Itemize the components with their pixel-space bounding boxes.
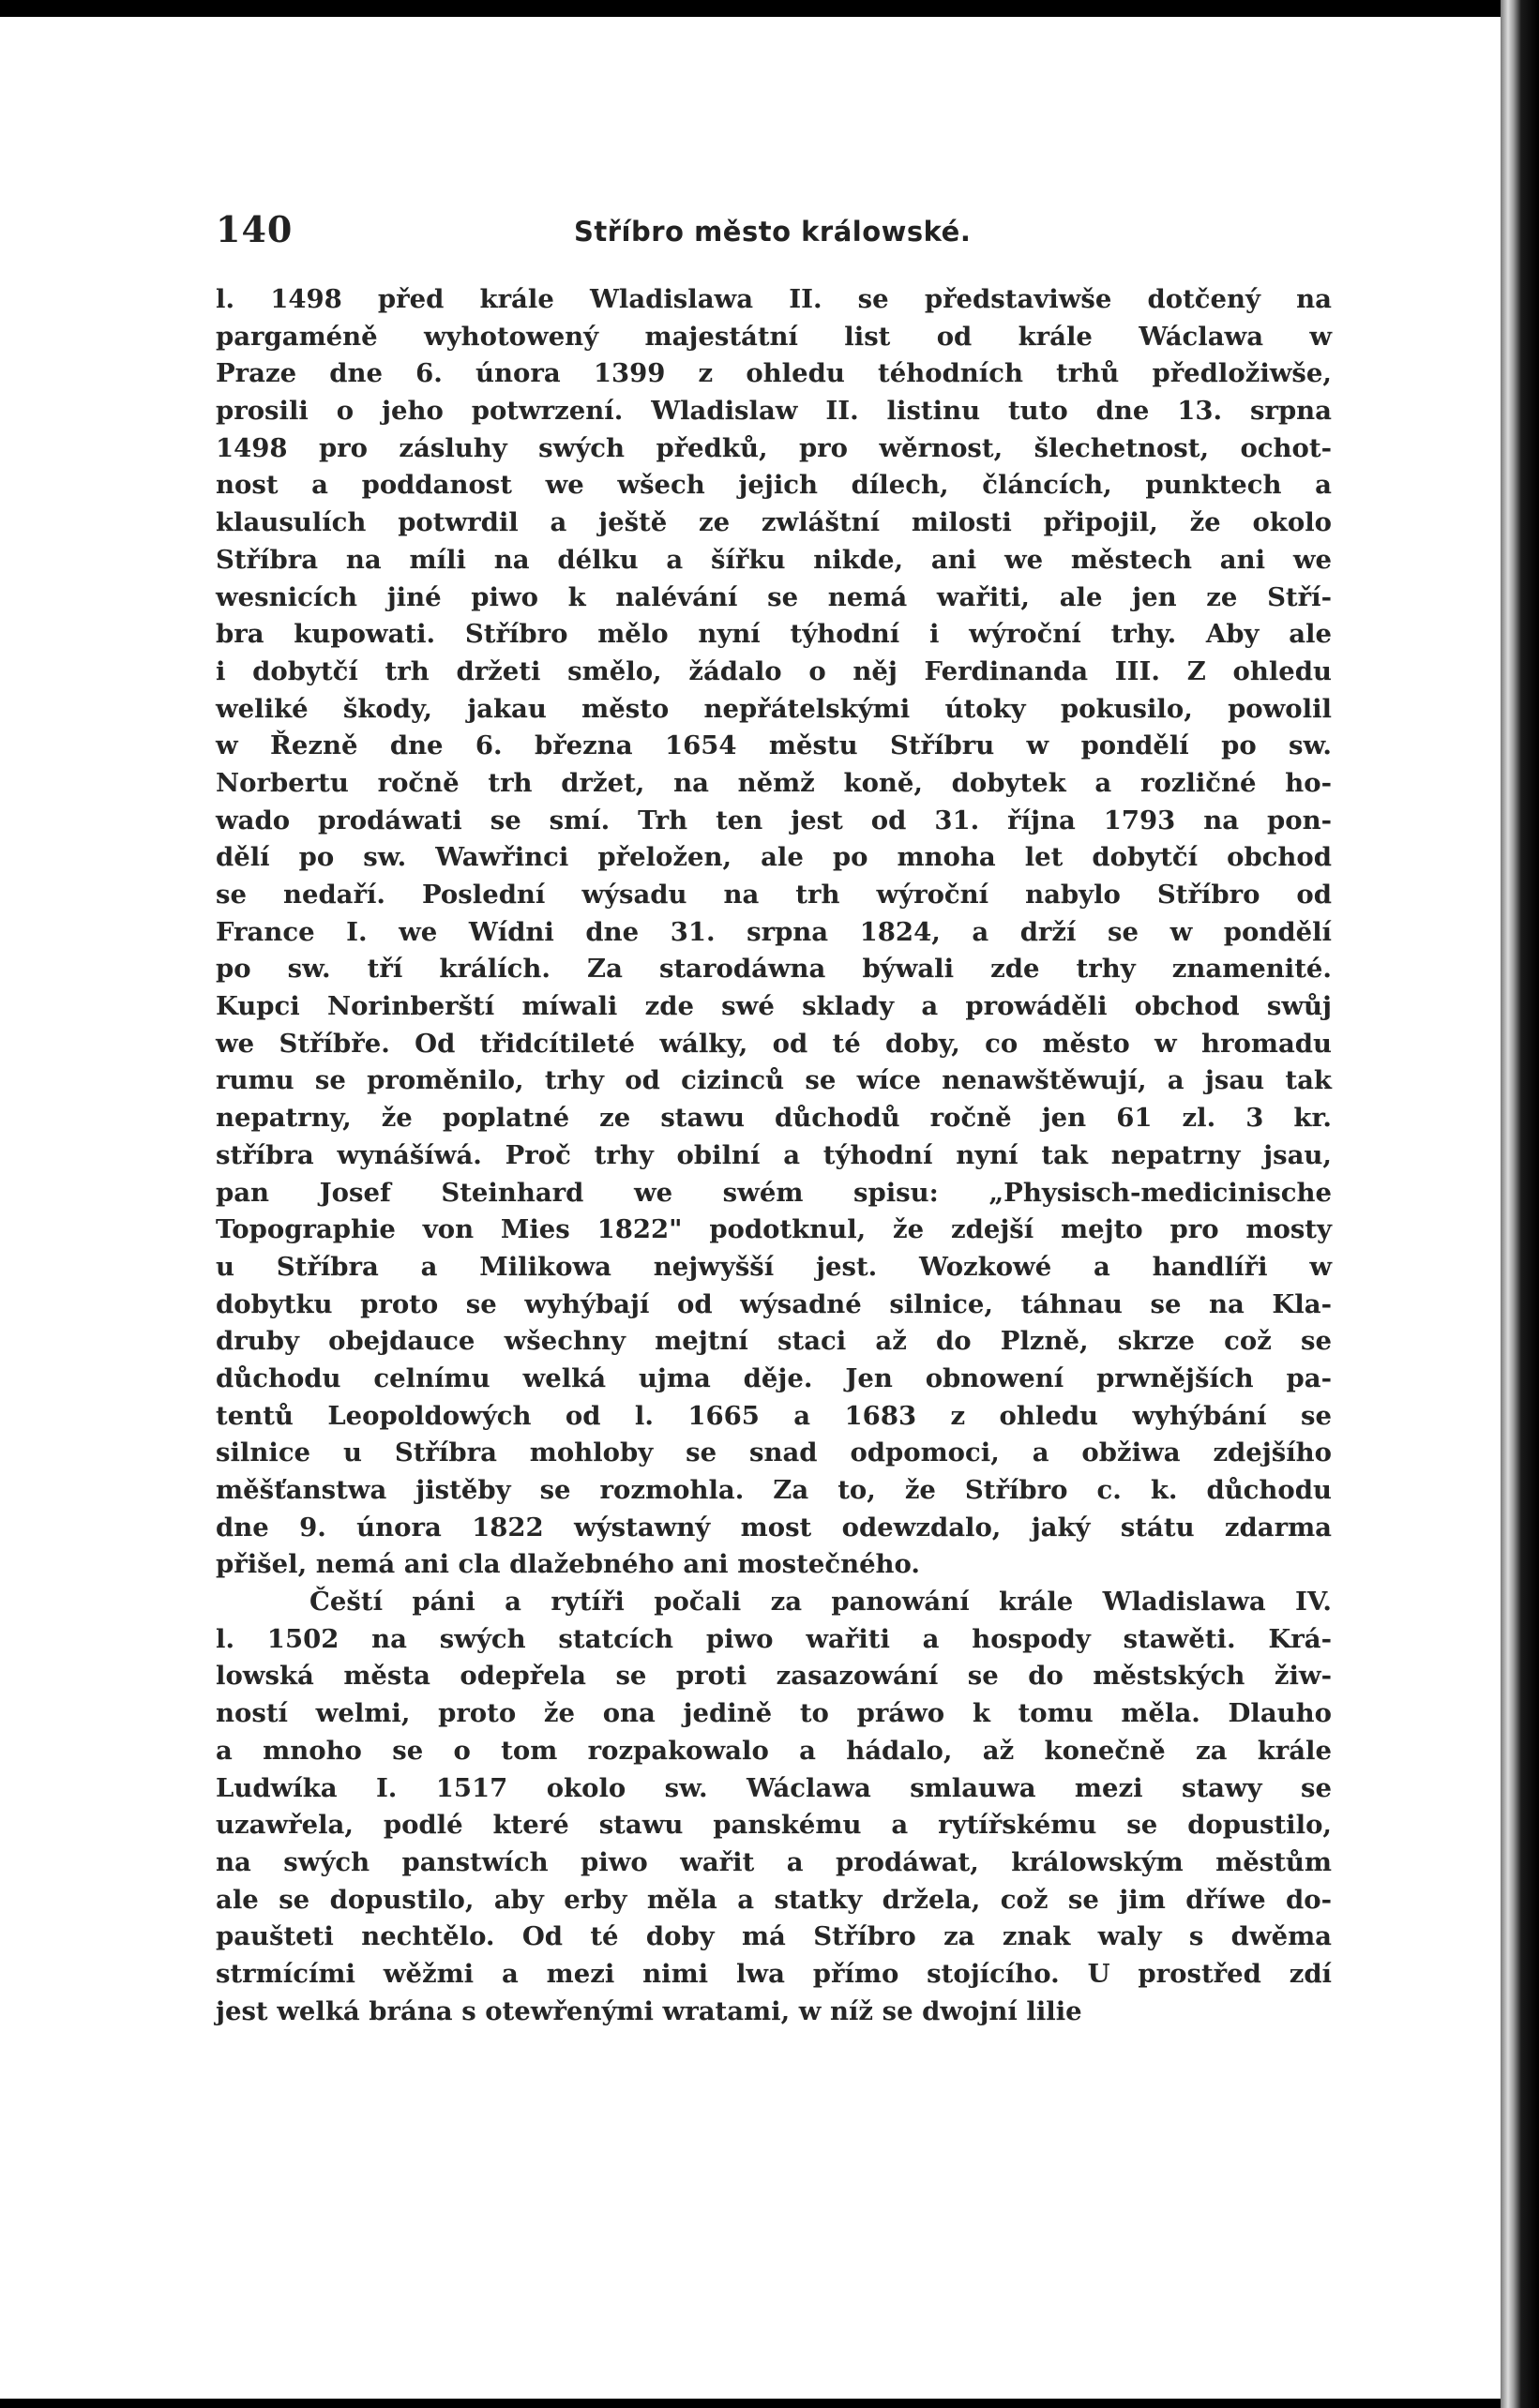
text-line: silnice u Stříbra mohloby se snad odpomoci, a obžiwa zdejšího <box>216 1437 1332 1468</box>
text-line: nost a poddanost we wšech jejich dílech, článcích, punktech a <box>216 470 1332 501</box>
text-line: 1498 pro zásluhy swých předků, pro wěrnost, šlechetnost, ochot- <box>216 432 1332 463</box>
text-line: stříbra wynášíwá. Proč trhy obilní a týhodní nyní tak nepatrny jsau, <box>216 1139 1332 1170</box>
text-line: w Řezně dne 6. března 1654 městu Stříbru w pondělí po sw. <box>216 730 1332 761</box>
text-line: tentů Leopoldowých od l. 1665 a 1683 z ohledu wyhýbání se <box>216 1400 1332 1431</box>
text-line: Čeští páni a rytíři počali za panowání krále Wladislawa IV. <box>309 1587 1332 1618</box>
text-line: nepatrny, že poplatné ze stawu důchodů ročně jen 61 zl. 3 kr. <box>216 1103 1332 1134</box>
text-line: prosili o jeho potwrzení. Wladislaw II. listinu tuto dne 13. srpna <box>216 396 1332 427</box>
text-line: i dobytčí trh držeti smělo, žádalo o něj Ferdinanda III. Z ohledu <box>216 655 1332 686</box>
text-line: důchodu celnímu welká ujma děje. Jen obnowení prwnějších pa- <box>216 1362 1332 1393</box>
text-line: a mnoho se o tom rozpakowalo a hádalo, až konečně za krále <box>216 1735 1332 1766</box>
text-line: po sw. tří králích. Za starodáwna býwali zde trhy znamenité. <box>216 954 1332 985</box>
text-line: wado prodáwati se smí. Trh ten jest od 31. října 1793 na pon- <box>216 805 1332 835</box>
page-header <box>216 208 1332 255</box>
text-line: lowská města odepřela se proti zasazowání se do městských žiw- <box>216 1661 1332 1692</box>
text-line: bra kupowati. Stříbro mělo nyní týhodní i wýroční trhy. Aby ale <box>216 619 1332 650</box>
text-line: u Stříbra a Milikowa nejwyšší jest. Wozkowé a handlíři w <box>216 1251 1332 1282</box>
text-line: l. 1502 na swých statcích piwo wařiti a hospody stawěti. Krá- <box>216 1623 1332 1654</box>
text-line: ale se dopustilo, aby erby měla a statky držela, což se jim dříwe do- <box>216 1884 1332 1915</box>
text-line: na swých panstwích piwo wařit a prodáwat, králowským městům <box>216 1846 1332 1877</box>
page-edge <box>1501 0 1539 2408</box>
running-title: Stříbro město králowské. <box>574 216 972 248</box>
text-line: se nedaří. Poslední wýsadu na trh wýroční nabylo Stříbro od <box>216 880 1332 910</box>
text-line: přišel, nemá ani cla dlažebného ani mostečného. <box>216 1549 920 1580</box>
text-line: dělí po sw. Wawřinci přeložen, ale po mnoha let dobytčí obchod <box>216 842 1332 873</box>
text-line: uzawřela, podlé které stawu panskému a rytířskému se dopustilo, <box>216 1810 1332 1841</box>
text-line: rumu se proměnilo, trhy od cizinců se wíce nenawštěwují, a jsau tak <box>216 1065 1332 1096</box>
body-text <box>216 281 1332 2030</box>
text-line: ností welmi, proto že ona jedině to práwo k tomu měla. Dlauho <box>216 1698 1332 1729</box>
text-line: Praze dne 6. února 1399 z ohledu téhodních trhů předložiwše, <box>216 358 1332 389</box>
text-line: France I. we Wídni dne 31. srpna 1824, a drží se w pondělí <box>216 916 1332 947</box>
text-line: dne 9. února 1822 wýstawný most odewzdalo, jaký státu zdarma <box>216 1512 1332 1543</box>
text-line: Ludwíka I. 1517 okolo sw. Wáclawa smlauwa mezi stawy se <box>216 1772 1332 1803</box>
text-line: jest welká brána s otewřenými wratami, w níž se dwojní lilie <box>216 1995 1082 2026</box>
text-line: paušteti nechtělo. Od té doby má Stříbro za znak waly s dwěma <box>216 1921 1332 1952</box>
text-line: strmícími wěžmi a mezi nimi lwa přímo stojícího. U prostřed zdí <box>216 1958 1332 1989</box>
text-line: l. 1498 před krále Wladislawa II. se představiwše dotčený na <box>216 284 1332 314</box>
text-line: druby obejdauce wšechny mejtní staci až do Plzně, skrze což se <box>216 1326 1332 1357</box>
text-line: dobytku proto se wyhýbají od wýsadné silnice, táhnau se na Kla- <box>216 1288 1332 1319</box>
page-number: 140 <box>216 208 294 250</box>
text-line: pan Josef Steinhard we swém spisu: „Physisch-medicinische <box>216 1177 1332 1208</box>
text-line: wesnicích jiné piwo k nalévání se nemá wařiti, ale jen ze Stří- <box>216 581 1332 612</box>
text-line: pargaméně wyhotowený majestátní list od krále Wáclawa w <box>216 321 1332 352</box>
text-line: we Stříbře. Od třidcítileté wálky, od té doby, co město w hromadu <box>216 1028 1332 1059</box>
text-line: Kupci Norinberští míwali zde swé sklady a prowáděli obchod swůj <box>216 991 1332 1022</box>
text-line: Stříbra na míli na délku a šířku nikde, ani we městech ani we <box>216 544 1332 575</box>
text-line: Topographie von Mies 1822" podotknul, že zdejší mejto pro mosty <box>216 1214 1332 1245</box>
text-line: klausulích potwrdil a ještě ze zwláštní milosti připojil, že okolo <box>216 507 1332 538</box>
text-line: weliké škody, jakau město nepřátelskými útoky pokusilo, powolil <box>216 693 1332 724</box>
text-line: měšťanstwa jistěby se rozmohla. Za to, že Stříbro c. k. důchodu <box>216 1475 1332 1505</box>
text-line: Norbertu ročně trh držet, na němž koně, dobytek a rozličné ho- <box>216 767 1332 798</box>
